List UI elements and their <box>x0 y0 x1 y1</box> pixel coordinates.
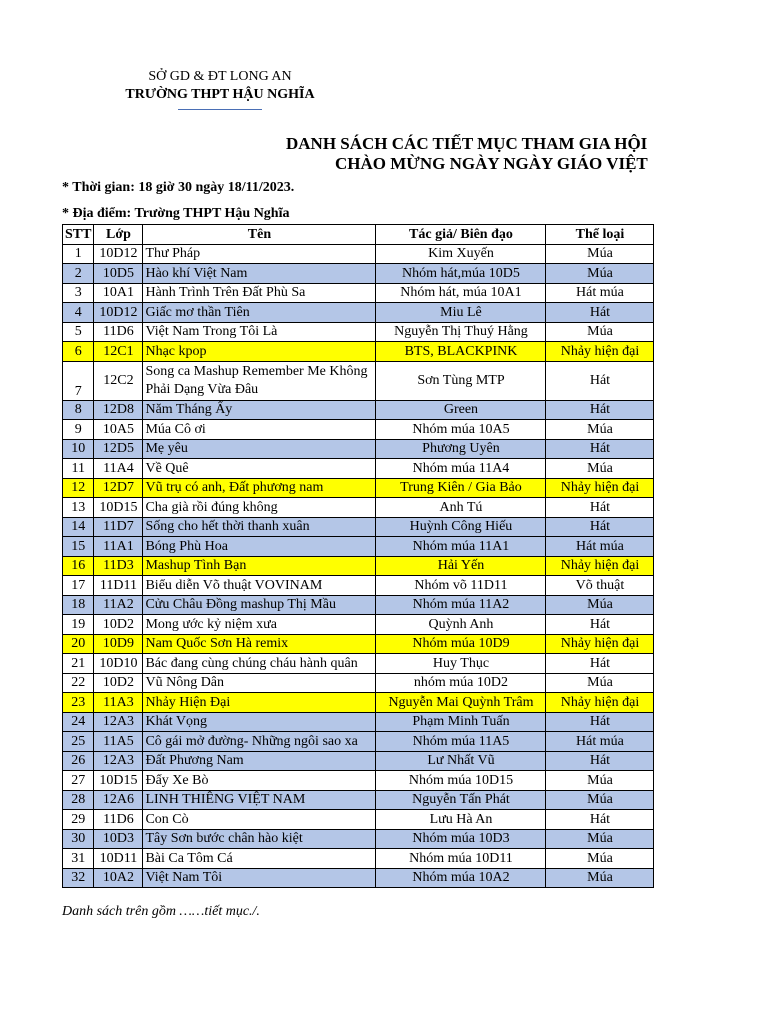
table-row <box>63 303 654 323</box>
cell-class: 12C1 <box>94 342 143 362</box>
cell-author: Nhóm múa 10D9 <box>376 634 546 654</box>
table-row <box>63 576 654 596</box>
cell-title: Vũ trụ có anh, Đất phương nam <box>143 478 376 498</box>
cell-genre: Múa <box>546 771 654 791</box>
cell-genre: Hát <box>546 654 654 674</box>
cell-genre: Nhảy hiện đại <box>546 634 654 654</box>
cell-genre: Hát <box>546 303 654 323</box>
cell-class: 10D2 <box>94 615 143 635</box>
table-row <box>63 654 654 674</box>
cell-author: Nhóm múa 10A5 <box>376 420 546 440</box>
table-row <box>63 849 654 869</box>
cell-genre: Nhảy hiện đại <box>546 693 654 713</box>
cell-author: Nguyễn Tấn Phát <box>376 790 546 810</box>
table-row <box>63 420 654 440</box>
cell-stt: 8 <box>63 400 94 420</box>
cell-class: 11A1 <box>94 537 143 557</box>
table-row <box>63 771 654 791</box>
cell-title: Bóng Phù Hoa <box>143 537 376 557</box>
table-row <box>63 868 654 888</box>
cell-stt: 7 <box>63 361 94 400</box>
cell-genre: Múa <box>546 829 654 849</box>
cell-class: 12A3 <box>94 712 143 732</box>
cell-author: Nhóm múa 11A1 <box>376 537 546 557</box>
table-row <box>63 322 654 342</box>
title-line-1: DANH SÁCH CÁC TIẾT MỤC THAM GIA HỘI <box>286 134 648 153</box>
cell-genre: Hát múa <box>546 283 654 303</box>
cell-class: 12D5 <box>94 439 143 459</box>
cell-author: Lưu Hà An <box>376 810 546 830</box>
table-row <box>63 693 654 713</box>
cell-genre: Múa <box>546 420 654 440</box>
cell-genre: Hát <box>546 361 654 400</box>
table-row <box>63 829 654 849</box>
cell-stt: 22 <box>63 673 94 693</box>
cell-class: 12D7 <box>94 478 143 498</box>
cell-stt: 30 <box>63 829 94 849</box>
cell-genre: Hát <box>546 712 654 732</box>
cell-stt: 23 <box>63 693 94 713</box>
table-row <box>63 342 654 362</box>
cell-genre: Hát múa <box>546 537 654 557</box>
cell-genre: Múa <box>546 790 654 810</box>
cell-genre: Múa <box>546 244 654 264</box>
cell-genre: Múa <box>546 322 654 342</box>
cell-title: Cha già rồi đúng không <box>143 498 376 518</box>
cell-title: Nhạc kpop <box>143 342 376 362</box>
cell-author: Nhóm võ 11D11 <box>376 576 546 596</box>
cell-class: 11A3 <box>94 693 143 713</box>
cell-title: Biểu diễn Võ thuật VOVINAM <box>143 576 376 596</box>
cell-stt: 17 <box>63 576 94 596</box>
cell-class: 11D3 <box>94 556 143 576</box>
cell-title: Cửu Châu Đồng mashup Thị Mầu <box>143 595 376 615</box>
table-row <box>63 244 654 264</box>
event-place: * Địa điểm: Trường THPT Hậu Nghĩa <box>62 206 290 221</box>
cell-title: Vũ Nông Dân <box>143 673 376 693</box>
cell-genre: Hát <box>546 439 654 459</box>
cell-class: 10D5 <box>94 264 143 284</box>
header-divider <box>178 109 262 110</box>
table-row <box>63 673 654 693</box>
column-header-class: Lớp <box>94 225 143 245</box>
department-name: SỞ GD & ĐT LONG AN <box>148 69 292 84</box>
cell-title: Sống cho hết thời thanh xuân <box>143 517 376 537</box>
cell-stt: 31 <box>63 849 94 869</box>
cell-author: Nhóm múa 11A4 <box>376 459 546 479</box>
table-row <box>63 400 654 420</box>
cell-genre: Hát <box>546 810 654 830</box>
program-table-body <box>63 244 654 888</box>
cell-author: Kim Xuyến <box>376 244 546 264</box>
cell-class: 11D6 <box>94 322 143 342</box>
table-row <box>63 478 654 498</box>
cell-genre: Múa <box>546 459 654 479</box>
cell-title: LINH THIÊNG VIỆT NAM <box>143 790 376 810</box>
cell-class: 10A2 <box>94 868 143 888</box>
cell-class: 12D8 <box>94 400 143 420</box>
cell-stt: 29 <box>63 810 94 830</box>
org-header <box>100 68 340 110</box>
cell-genre: Nhảy hiện đại <box>546 556 654 576</box>
cell-author: Huy Thục <box>376 654 546 674</box>
cell-title: Hành Trình Trên Đất Phù Sa <box>143 283 376 303</box>
cell-title: Việt Nam Tôi <box>143 868 376 888</box>
cell-author: Phạm Minh Tuấn <box>376 712 546 732</box>
cell-class: 10A1 <box>94 283 143 303</box>
cell-class: 10D3 <box>94 829 143 849</box>
cell-author: Quỳnh Anh <box>376 615 546 635</box>
cell-title: Về Quê <box>143 459 376 479</box>
cell-genre: Nhảy hiện đại <box>546 342 654 362</box>
cell-stt: 25 <box>63 732 94 752</box>
cell-stt: 19 <box>63 615 94 635</box>
cell-stt: 27 <box>63 771 94 791</box>
cell-author: Sơn Tùng MTP <box>376 361 546 400</box>
cell-title: Nhảy Hiện Đại <box>143 693 376 713</box>
cell-stt: 15 <box>63 537 94 557</box>
cell-stt: 5 <box>63 322 94 342</box>
cell-stt: 24 <box>63 712 94 732</box>
cell-author: Nguyễn Thị Thuý Hằng <box>376 322 546 342</box>
event-time: * Thời gian: 18 giờ 30 ngày 18/11/2023. <box>62 180 295 195</box>
cell-stt: 13 <box>63 498 94 518</box>
cell-class: 10D15 <box>94 771 143 791</box>
cell-genre: Nhảy hiện đại <box>546 478 654 498</box>
cell-class: 10D15 <box>94 498 143 518</box>
cell-stt: 11 <box>63 459 94 479</box>
cell-author: Huỳnh Công Hiếu <box>376 517 546 537</box>
column-header-genre: Thể loại <box>546 225 654 245</box>
cell-title: Cô gái mở đường- Những ngôi sao xa <box>143 732 376 752</box>
cell-author: BTS, BLACKPINK <box>376 342 546 362</box>
table-row <box>63 498 654 518</box>
cell-class: 11A2 <box>94 595 143 615</box>
cell-class: 11D6 <box>94 810 143 830</box>
cell-class: 12A6 <box>94 790 143 810</box>
cell-author: Nhóm múa 10D3 <box>376 829 546 849</box>
cell-genre: Võ thuật <box>546 576 654 596</box>
cell-title: Giấc mơ thần Tiên <box>143 303 376 323</box>
document-title <box>0 134 768 174</box>
cell-title: Con Cò <box>143 810 376 830</box>
cell-author: Hải Yến <box>376 556 546 576</box>
cell-class: 10D9 <box>94 634 143 654</box>
cell-class: 11D7 <box>94 517 143 537</box>
cell-genre: Múa <box>546 264 654 284</box>
column-header-title: Tên <box>143 225 376 245</box>
cell-stt: 1 <box>63 244 94 264</box>
cell-title: Bài Ca Tôm Cá <box>143 849 376 869</box>
table-row <box>63 810 654 830</box>
cell-title: Múa Cô ơi <box>143 420 376 440</box>
cell-genre: Múa <box>546 849 654 869</box>
cell-stt: 26 <box>63 751 94 771</box>
cell-genre: Hát <box>546 751 654 771</box>
cell-author: Trung Kiên / Gia Bảo <box>376 478 546 498</box>
cell-class: 11A4 <box>94 459 143 479</box>
cell-class: 10D12 <box>94 303 143 323</box>
cell-author: nhóm múa 10D2 <box>376 673 546 693</box>
table-row <box>63 517 654 537</box>
table-row <box>63 790 654 810</box>
cell-genre: Múa <box>546 673 654 693</box>
column-header-author: Tác giả/ Biên đạo <box>376 225 546 245</box>
cell-stt: 20 <box>63 634 94 654</box>
cell-author: Lư Nhất Vũ <box>376 751 546 771</box>
cell-author: Nguyễn Mai Quỳnh Trâm <box>376 693 546 713</box>
cell-author: Nhóm múa 11A2 <box>376 595 546 615</box>
cell-title: Bác đang cùng chúng cháu hành quân <box>143 654 376 674</box>
title-line-2: CHÀO MỪNG NGÀY NGÀY GIÁO VIỆT <box>335 154 648 173</box>
table-row <box>63 712 654 732</box>
cell-title: Mong ước kỷ niệm xưa <box>143 615 376 635</box>
cell-class: 10D10 <box>94 654 143 674</box>
cell-title: Hào khí Việt Nam <box>143 264 376 284</box>
cell-stt: 3 <box>63 283 94 303</box>
cell-author: Phương Uyên <box>376 439 546 459</box>
table-row <box>63 732 654 752</box>
cell-title: Đẩy Xe Bò <box>143 771 376 791</box>
cell-title: Thư Pháp <box>143 244 376 264</box>
program-table <box>62 224 654 888</box>
cell-author: Nhóm hát, múa 10A1 <box>376 283 546 303</box>
column-header-stt: STT <box>63 225 94 245</box>
cell-stt: 21 <box>63 654 94 674</box>
cell-class: 12A3 <box>94 751 143 771</box>
cell-genre: Hát <box>546 400 654 420</box>
table-row <box>63 537 654 557</box>
cell-stt: 16 <box>63 556 94 576</box>
table-row <box>63 459 654 479</box>
cell-genre: Hát <box>546 615 654 635</box>
table-row <box>63 615 654 635</box>
cell-stt: 10 <box>63 439 94 459</box>
cell-genre: Múa <box>546 868 654 888</box>
cell-stt: 2 <box>63 264 94 284</box>
cell-class: 10D11 <box>94 849 143 869</box>
cell-title: Song ca Mashup Remember Me Không Phải Dạng Vừa Đâu <box>143 361 376 400</box>
cell-author: Nhóm hát,múa 10D5 <box>376 264 546 284</box>
cell-class: 11A5 <box>94 732 143 752</box>
table-row <box>63 634 654 654</box>
cell-stt: 14 <box>63 517 94 537</box>
cell-stt: 4 <box>63 303 94 323</box>
cell-author: Nhóm múa 10A2 <box>376 868 546 888</box>
cell-class: 11D11 <box>94 576 143 596</box>
cell-stt: 32 <box>63 868 94 888</box>
table-row <box>63 439 654 459</box>
cell-title: Tây Sơn bước chân hào kiệt <box>143 829 376 849</box>
cell-class: 10D12 <box>94 244 143 264</box>
table-row <box>63 556 654 576</box>
cell-stt: 18 <box>63 595 94 615</box>
cell-author: Miu Lê <box>376 303 546 323</box>
cell-genre: Hát <box>546 498 654 518</box>
cell-title: Năm Tháng Ấy <box>143 400 376 420</box>
cell-author: Nhóm múa 11A5 <box>376 732 546 752</box>
cell-genre: Hát múa <box>546 732 654 752</box>
table-row <box>63 283 654 303</box>
table-row <box>63 264 654 284</box>
cell-stt: 28 <box>63 790 94 810</box>
cell-author: Nhóm múa 10D15 <box>376 771 546 791</box>
cell-title: Việt Nam Trong Tôi Là <box>143 322 376 342</box>
cell-title: Mẹ yêu <box>143 439 376 459</box>
cell-class: 10A5 <box>94 420 143 440</box>
table-row <box>63 361 654 400</box>
cell-title: Nam Quốc Sơn Hà remix <box>143 634 376 654</box>
table-header-row <box>63 225 654 245</box>
cell-stt: 9 <box>63 420 94 440</box>
cell-title: Đất Phương Nam <box>143 751 376 771</box>
table-row <box>63 751 654 771</box>
cell-genre: Hát <box>546 517 654 537</box>
cell-title: Mashup Tình Bạn <box>143 556 376 576</box>
cell-title: Khát Vọng <box>143 712 376 732</box>
cell-stt: 12 <box>63 478 94 498</box>
cell-author: Anh Tú <box>376 498 546 518</box>
cell-author: Green <box>376 400 546 420</box>
cell-genre: Múa <box>546 595 654 615</box>
cell-stt: 6 <box>63 342 94 362</box>
school-name: TRƯỜNG THPT HẬU NGHĨA <box>125 87 315 102</box>
table-row <box>63 595 654 615</box>
footer-note: Danh sách trên gồm ……tiết mục./. <box>62 904 260 919</box>
cell-class: 10D2 <box>94 673 143 693</box>
cell-class: 12C2 <box>94 361 143 400</box>
cell-author: Nhóm múa 10D11 <box>376 849 546 869</box>
